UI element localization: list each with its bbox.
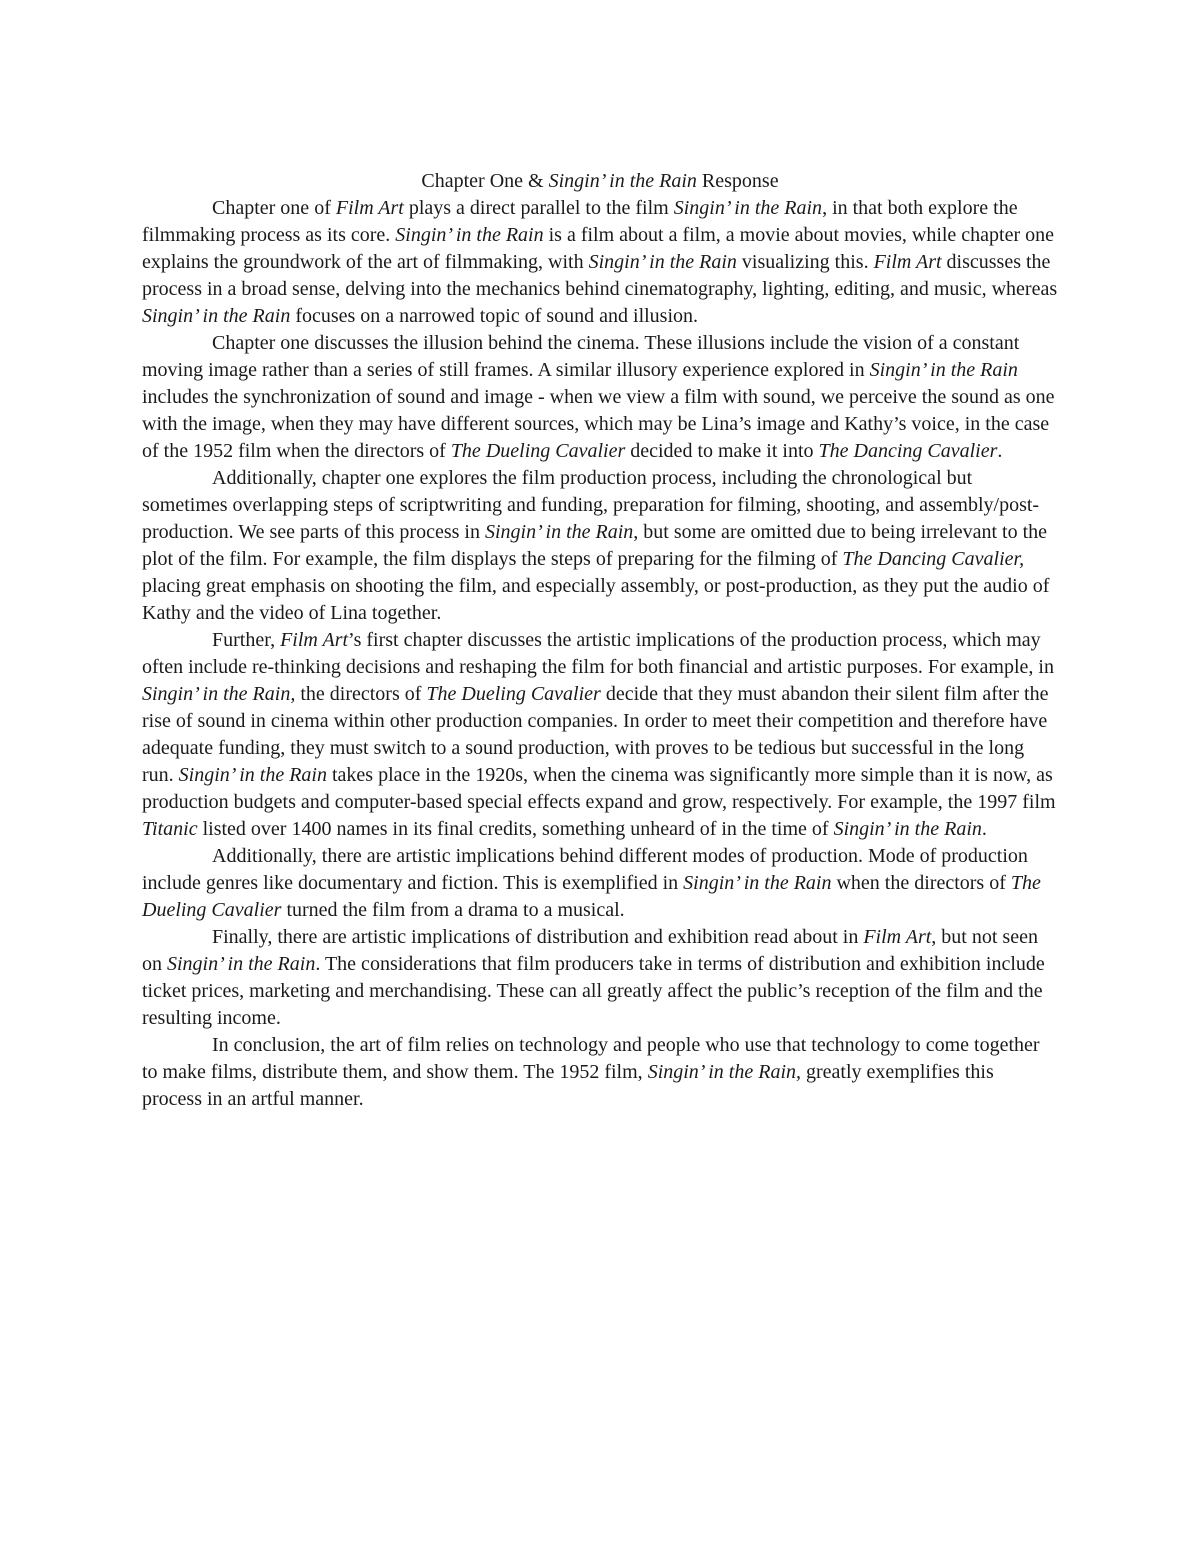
italic-text-run: The Dueling Cavalier — [426, 683, 601, 705]
text-run: Response — [696, 170, 779, 192]
text-run: Additionally, there are artistic implications behind different modes of production. Mode of production include genres like documentary and fiction. This is exemplified in — [142, 845, 1028, 894]
italic-text-run: The Dancing Cavalier — [818, 440, 998, 462]
italic-text-run: Singin’ in the Rain, — [647, 1061, 802, 1083]
italic-text-run: Singin’ in the Rain, — [142, 683, 296, 705]
document-page — [142, 168, 1058, 1113]
italic-text-run: Singin’ in the Rain — [869, 359, 1018, 381]
paragraph-7 — [142, 1032, 1058, 1113]
italic-text-run: Singin’ in the Rain — [142, 305, 291, 327]
italic-text-run: Film Art — [863, 926, 932, 948]
text-run: when the directors of — [831, 872, 1011, 894]
paragraph-4 — [142, 627, 1058, 843]
text-run: listed over 1400 names in its final credits, something unheard of in the time of — [197, 818, 834, 840]
text-run: . The considerations that film producers take in terms of distribution and exhibition include ticket prices, marketing and merchandising. These can all greatly affect the public’s reception of the film and the resulting income. — [142, 953, 1045, 1029]
text-run: Chapter One & — [421, 170, 549, 192]
text-run: Finally, there are artistic implications of distribution and exhibition read about in — [212, 926, 864, 948]
text-run: greatly exemplifies this process in an artful manner. — [142, 1061, 994, 1110]
text-run: Further, — [212, 629, 281, 651]
text-run: decided to make it into — [625, 440, 819, 462]
italic-text-run: The Dueling Cavalier — [142, 872, 1041, 921]
text-run: plays a direct parallel to the film — [403, 197, 674, 219]
italic-text-run: Singin’ in the Rain — [548, 170, 697, 192]
italic-text-run: Film Art — [280, 629, 349, 651]
italic-text-run: Singin’ in the Rain — [673, 197, 823, 219]
text-run: . — [981, 818, 987, 840]
text-run: , but some are omitted due to being irrelevant to the plot of the film. For example, the film displays the steps of preparing for the filming of — [142, 521, 1048, 570]
text-run: , but not seen on — [142, 926, 1038, 975]
text-run: placing great emphasis on shooting the film, and especially assembly, or post-production, as they put the audio of Kathy and the video of Lina together. — [142, 575, 1050, 624]
text-run: Additionally, chapter one explores the film production process, including the chronological but sometimes overlapping steps of scriptwriting and funding, preparation for filming, shooting, and assembly/post-production. We see parts of this process in — [142, 467, 1040, 543]
text-run: decide that they must abandon their silent film after the rise of sound in cinema within other production companies. In order to meet their competition and therefore have adequate funding, they must switch to a sound production, with proves to be tedious but successful in the long run. — [142, 683, 1049, 786]
italic-text-run: Singin’ in the Rain — [178, 764, 327, 786]
text-run: takes place in the 1920s, when the cinema was significantly more simple than it is now, as production budgets and computer-based special effects expand and grow, respectively. For example, the 1997 film — [142, 764, 1056, 813]
paragraph-2 — [142, 330, 1058, 465]
italic-text-run: Singin’ in the Rain — [833, 818, 982, 840]
italic-text-run: Singin’ in the Rain — [683, 872, 832, 894]
text-run: is a film about a film, a movie about movies, while chapter one explains the groundwork of the art of filmmaking, with — [142, 224, 1055, 273]
text-run: discusses the process in a broad sense, delving into the mechanics behind cinematography, lighting, editing, and music, whereas — [142, 251, 1058, 300]
paragraph-3 — [142, 465, 1058, 627]
text-run: , in that both explore the filmmaking process as its core. — [142, 197, 1018, 246]
italic-text-run: Film Art — [335, 197, 404, 219]
italic-text-run: The Dueling Cavalier — [450, 440, 626, 462]
italic-text-run: Singin’ in the Rain — [167, 953, 316, 975]
text-run: focuses on a narrowed topic of sound and illusion. — [290, 305, 699, 327]
paragraph-5 — [142, 843, 1058, 924]
text-run: Chapter one of — [212, 197, 336, 219]
text-run: Chapter one discusses the illusion behind the cinema. These illusions include the vision of a constant moving image rather than a series of still frames. A similar illusory experience explored in — [142, 332, 1020, 381]
italic-text-run: Singin’ in the Rain — [588, 251, 737, 273]
text-run: ’s first chapter discusses the artistic implications of the production process, which may often include re-thinking decisions and reshaping the film for both financial and artistic purposes. For example, in — [142, 629, 1054, 678]
text-run: turned the film from a drama to a musical. — [281, 899, 625, 921]
text-run: visualizing this. — [736, 251, 874, 273]
text-run: In conclusion, the art of film relies on technology and people who use that technology to come together to make films, distribute them, and show them. The 1952 film, — [142, 1034, 1040, 1083]
text-run: . — [997, 440, 1003, 462]
text-run: the directors of — [295, 683, 427, 705]
text-run: includes the synchronization of sound and image - when we view a film with sound, we perceive the sound as one with the image, when they may have different sources, which may be Lina’s image and Kathy’s voice, in the case of the 1952 film when the directors of — [142, 386, 1055, 462]
page-title — [142, 168, 1058, 195]
italic-text-run: Singin’ in the Rain — [484, 521, 634, 543]
paragraph-6 — [142, 924, 1058, 1032]
italic-text-run: The Dancing Cavalier, — [842, 548, 1025, 570]
paragraph-1 — [142, 195, 1058, 330]
italic-text-run: Singin’ in the Rain — [395, 224, 544, 246]
italic-text-run: Film Art — [873, 251, 942, 273]
italic-text-run: Titanic — [142, 818, 198, 840]
